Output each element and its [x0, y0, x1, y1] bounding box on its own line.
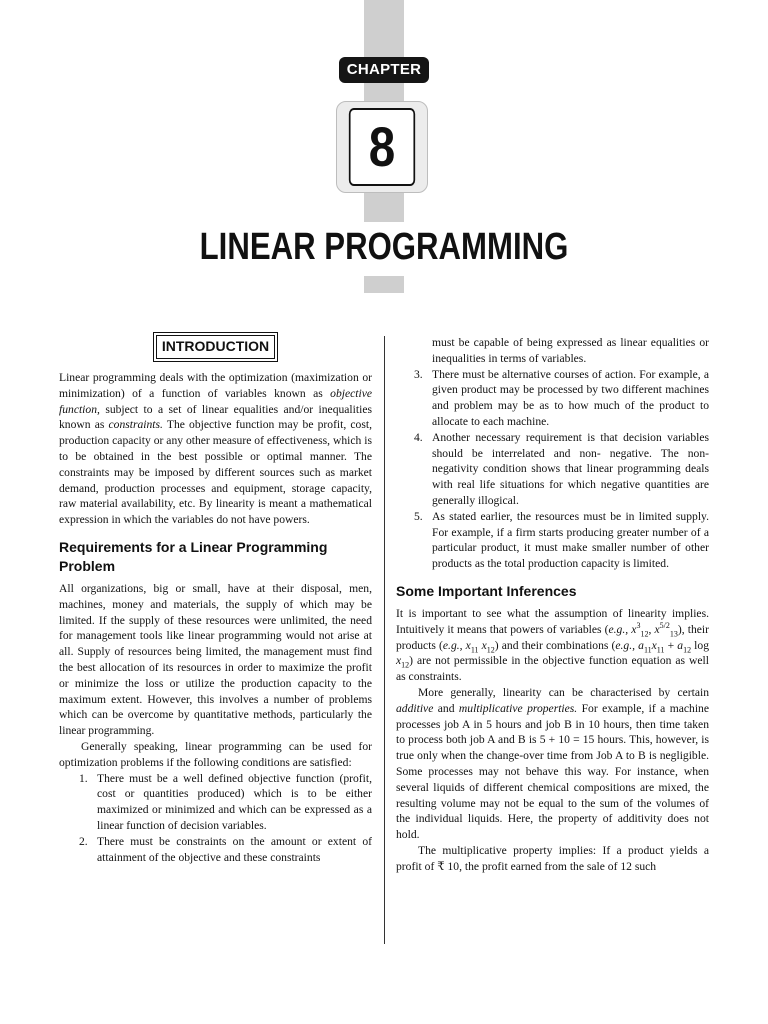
- list-item-continued: must be capable of being expressed as linear equalities or inequalities in terms of variables.: [432, 336, 709, 365]
- list-item: 4. Another necessary requirement is that decision variables should be interrelated and non- negative. The non-negativity condition shows that linear programming deals with real life situations for which negative quantities are generally illogical.: [414, 430, 709, 507]
- introduction-heading: INTRODUCTION: [156, 335, 275, 359]
- left-column: [59, 335, 372, 865]
- requirements-heading: Requirements for a Linear Programming Problem: [59, 538, 328, 574]
- inferences-paragraph-1: It is important to see what the assumption of linearity implies. Intuitively it means that powers of variables (e.g., $x^3_{12}$, $x^{5/2}_{13}$), their products (e.g., $x_{11}$ $x_{12}$) and their combinations (e.g., $a_{11}x_{11} + a_{12}$ $\log x_{12}$) are not permissible in the objective function equation as well as constraints.: [396, 606, 710, 684]
- requirements-paragraph-1: All organizations, big or small, have at their disposal, men, machines, money and materials, the supply of which may be limited. If the supply of these resources were unlimited, the need for management tools like linear programming would not arise at all. Supply of resources being limited, the management must find the best allocation of its resources in order to maximize the profit or minimize the loss or utilize the production capacity to the maximum extent. However, this involves a number of problems which can be overcome by quantitative methods, particularly the linear programming.: [59, 581, 372, 738]
- inferences-heading: Some Important Inferences: [396, 582, 577, 599]
- chapter-number-box: [336, 101, 428, 193]
- requirements-list-right: [396, 367, 709, 572]
- chapter-number: 8: [349, 108, 415, 186]
- requirements-list-left: [59, 771, 372, 866]
- inferences-paragraph-3: The multiplicative property implies: If a product yields a profit of ₹ 10, the profit earned from the sale of 12 such: [396, 843, 709, 873]
- list-item: 5. As stated earlier, the resources must be in limited supply. For example, if a firm starts producing greater number of a particular product, it must make smaller number of other products as the total production capacity is limited.: [414, 509, 709, 571]
- inferences-paragraph-2: More generally, linearity can be characterised by certain additive and multiplicative properties. For example, if a machine processes job A in 5 hours and job B in 10 hours, then time taken to process both job A and B is 5 + 10 = 15 hours. This, however, is true only when the change-over time from Job A to B is negligible. Some processes may not behave this way. For instance, when several liquids of different chemical compositions are mixed, the resulting volume may not be equal to the sum of the volumes of the individual liquids. Here, the property of additivity does not hold.: [396, 685, 709, 842]
- column-divider: [384, 336, 385, 944]
- chapter-title: LINEAR PROGRAMMING: [199, 226, 569, 268]
- list-item: 3. There must be alternative courses of action. For example, a given product may be processed by two different machines and problem may be as to how much of the product to allocate to each machine.: [414, 367, 709, 428]
- requirements-paragraph-2: Generally speaking, linear programming can be used for optimization problems if the following conditions are satisfied:: [59, 739, 372, 769]
- intro-paragraph: Linear programming deals with the optimization (maximization or minimization) of a function of variables known as objective function, subject to a set of linear equalities and/or inequalities known as constraints. The objective function may be profit, cost, production capacity or any other measure of effectiveness, which is to be obtained in the best possible or optimal manner. The constraints may be imposed by different sources such as market demand, production processes and equipment, storage capacity, raw material availability, etc. By linearity is meant a mathematical expression in which the variables do not have powers.: [59, 371, 372, 527]
- decorative-bar-bottom: [364, 276, 404, 293]
- chapter-label: CHAPTER: [339, 57, 429, 83]
- right-column: [396, 335, 709, 875]
- list-item: 2. There must be constraints on the amount or extent of attainment of the objective and these constraints: [79, 834, 372, 864]
- list-item: 1. There must be a well defined objective function (profit, cost or quantities produced) which is to be either maximized or minimized and which can be expressed as a linear function of decision variables.: [79, 771, 372, 832]
